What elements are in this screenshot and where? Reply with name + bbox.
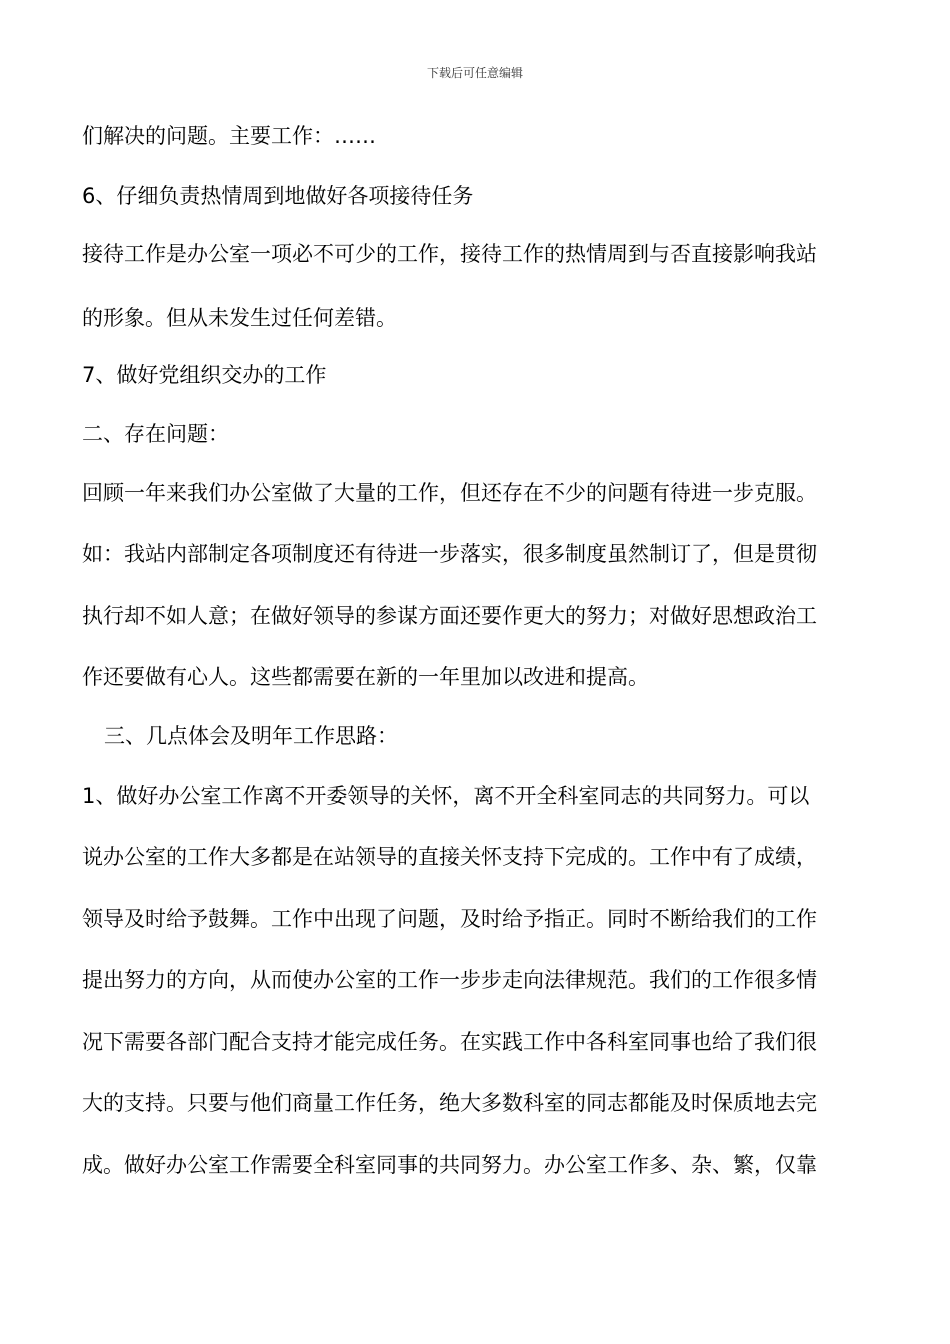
section-heading-3: 三、几点体会及明年工作思路： <box>104 724 398 748</box>
text-line-14: 领导及时给予鼓舞。工作中出现了问题，及时给予指正。同时不断给我们的工作 <box>82 907 817 931</box>
text-line-9: 执行却不如人意；在做好领导的参谋方面还要作更大的努力；对做好思想政治工 <box>82 604 817 628</box>
text-line-8: 如：我站内部制定各项制度还有待进一步落实，很多制度虽然制订了，但是贯彻 <box>82 542 817 566</box>
text-line-10: 作还要做有心人。这些都需要在新的一年里加以改进和提高。 <box>82 665 649 689</box>
text-line-16: 况下需要各部门配合支持才能完成任务。在实践工作中各科室同事也给了我们很 <box>82 1030 817 1054</box>
text-line-4: 的形象。但从未发生过任何差错。 <box>82 306 397 330</box>
text-line-1: 们解决的问题。主要工作：…… <box>82 124 376 148</box>
text-line-15: 提出努力的方向，从而使办公室的工作一步步走向法律规范。我们的工作很多情 <box>82 968 817 992</box>
section-heading-7: 7、做好党组织交办的工作 <box>82 363 327 387</box>
text-line-7: 回顾一年来我们办公室做了大量的工作，但还存在不少的问题有待进一步克服。 <box>82 481 817 505</box>
section-heading-2: 二、存在问题： <box>82 422 229 446</box>
text-line-3: 接待工作是办公室一项必不可少的工作，接待工作的热情周到与否直接影响我站 <box>82 242 817 266</box>
text-line-12: 1、做好办公室工作离不开委领导的关怀，离不开全科室同志的共同努力。可以 <box>82 784 810 808</box>
text-line-17: 大的支持。只要与他们商量工作任务，绝大多数科室的同志都能及时保质地去完 <box>82 1091 817 1115</box>
page-header: 下载后可任意编辑 <box>426 66 523 80</box>
text-line-13: 说办公室的工作大多都是在站领导的直接关怀支持下完成的。工作中有了成绩， <box>82 845 817 869</box>
section-heading-6: 6、仔细负责热情周到地做好各项接待任务 <box>82 184 474 208</box>
text-line-18: 成。做好办公室工作需要全科室同事的共同努力。办公室工作多、杂、繁，仅靠 <box>82 1153 817 1177</box>
